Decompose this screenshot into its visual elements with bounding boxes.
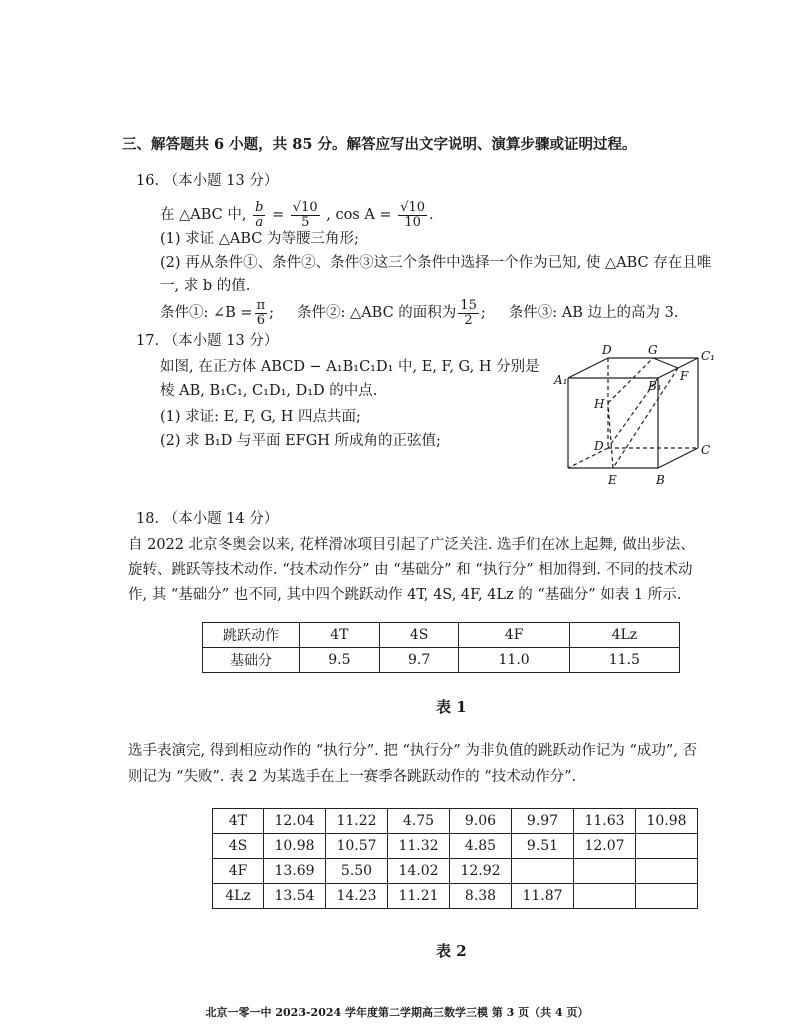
- table-cell: 4F: [459, 623, 569, 648]
- fraction-sqrt10-over-10: $\frac{√10}{10}$: [400, 199, 426, 230]
- condition-1: 条件①: ∠B = $\frac{\pi}{6}$ ;: [160, 297, 274, 328]
- page-footer: 北京一零一中 2023-2024 学年度第二学期高三数学三模 第 3 页（共 4 页）: [205, 1006, 589, 1019]
- table-cell: 4.85: [450, 834, 512, 859]
- table-cell: [512, 859, 574, 884]
- table-cell: 4T: [213, 809, 264, 834]
- condition-2: 条件②: △ABC 的面积为 $\frac{15}{2}$ ;: [297, 297, 486, 328]
- q16-line1-prefix: 在 △ABC 中,: [160, 207, 247, 223]
- q17-number: 17.: [136, 333, 160, 349]
- table-1-caption: 表 1: [436, 698, 467, 716]
- table-cell: 9.5: [300, 648, 380, 673]
- table-cell: 11.32: [388, 834, 450, 859]
- table-cell: 跳跃动作: [203, 623, 300, 648]
- table-cell: 11.21: [388, 884, 450, 909]
- label-c1: C₁: [701, 349, 715, 363]
- q18-para1-line3: 作, 其 “基础分” 也不同, 其中四个跳跃动作 4T, 4S, 4F, 4Lz 的 “基础分” 如表 1 所示.: [128, 587, 682, 603]
- fraction-sqrt10-over-5: $\frac{√10}{5}$: [292, 199, 318, 230]
- table-cell: 9.51: [512, 834, 574, 859]
- label-e: E: [608, 473, 617, 487]
- table-cell: 4T: [300, 623, 380, 648]
- label-a1: A₁: [554, 373, 568, 387]
- label-g: G: [648, 343, 658, 357]
- table-cell: 10.98: [636, 809, 698, 834]
- table-cell: 4S: [213, 834, 264, 859]
- q18-para1-line1: 自 2022 北京冬奥会以来, 花样滑冰项目引起了广泛关注. 选手们在冰上起舞, 做出步法、: [128, 537, 695, 553]
- table-cell: 14.23: [326, 884, 388, 909]
- q17-line2: 棱 AB, B₁C₁, C₁D₁, D₁D 的中点.: [160, 383, 378, 399]
- q16-title: [136, 172, 278, 190]
- table-2: [212, 808, 698, 909]
- q16-part2-line1: (2) 再从条件①、条件②、条件③这三个条件中选择一个作为已知, 使 △ABC 存在且唯: [160, 255, 712, 271]
- q18-para1-line2: 旋转、跳跃等技术动作. “技术动作分” 由 “基础分” 和 “执行分” 相加得到. 不同的技术动: [128, 562, 693, 578]
- table-cell: 12.07: [574, 834, 636, 859]
- condition-3: 条件③: AB 边上的高为 3.: [508, 305, 679, 321]
- fraction-b-over-a: $\frac{b}{a}$: [255, 199, 264, 230]
- table-row: [213, 859, 698, 884]
- q17-points: （本小题 13 分）: [163, 333, 279, 349]
- label-d: D: [594, 439, 604, 453]
- table-cell: 基础分: [203, 648, 300, 673]
- table-cell: 9.7: [379, 648, 459, 673]
- table-cell: [636, 884, 698, 909]
- q18-points: （本小题 14 分）: [163, 511, 279, 527]
- table-cell: 4F: [213, 859, 264, 884]
- table-cell: [574, 859, 636, 884]
- table-cell: 4.75: [388, 809, 450, 834]
- table-cell: 14.02: [388, 859, 450, 884]
- q16-condition-line: [160, 198, 434, 232]
- table-cell: 4Lz: [213, 884, 264, 909]
- cos-label: , cos A =: [326, 207, 392, 223]
- q16-part1: (1) 求证 △ABC 为等腰三角形;: [160, 231, 359, 247]
- q17-title: [136, 332, 278, 350]
- table-cell: 11.63: [574, 809, 636, 834]
- q16-conditions: [160, 296, 678, 330]
- table-cell: 12.92: [450, 859, 512, 884]
- table-cell: 9.97: [512, 809, 574, 834]
- q16-number: 16.: [136, 173, 160, 189]
- table-cell: 10.57: [326, 834, 388, 859]
- q17-part1: (1) 求证: E, F, G, H 四点共面;: [160, 409, 361, 425]
- table-cell: 13.69: [264, 859, 326, 884]
- table-cell: 11.22: [326, 809, 388, 834]
- label-h: H: [594, 397, 605, 411]
- table-1: [202, 622, 680, 673]
- label-b: B: [656, 473, 665, 487]
- cube-figure: [550, 340, 720, 490]
- table-cell: 10.98: [264, 834, 326, 859]
- q16-part2-line2: 一, 求 b 的值.: [160, 278, 251, 294]
- table-cell: [574, 884, 636, 909]
- table-cell: 4Lz: [569, 623, 679, 648]
- table-cell: 12.04: [264, 809, 326, 834]
- q18-para2-line2: 则记为 “失败”. 表 2 为某选手在上一赛季各跳跃动作的 “技术动作分”.: [128, 769, 577, 785]
- q18-para2-line1: 选手表演完, 得到相应动作的 “执行分”. 把 “执行分” 为非负值的跳跃动作记为 “成功”, 否: [128, 743, 698, 759]
- label-c: C: [701, 443, 711, 457]
- table-cell: 5.50: [326, 859, 388, 884]
- table-row: [213, 809, 698, 834]
- table-cell: 11.5: [569, 648, 679, 673]
- label-d1: D: [602, 343, 612, 357]
- table-2-caption: 表 2: [436, 942, 467, 960]
- table-cell: 11.0: [459, 648, 569, 673]
- table-cell: 9.06: [450, 809, 512, 834]
- label-f: F: [680, 369, 689, 383]
- q18-number: 18.: [136, 511, 160, 527]
- table-cell: 11.87: [512, 884, 574, 909]
- table-cell: [636, 834, 698, 859]
- q18-title: [136, 510, 278, 528]
- table-row: [203, 648, 680, 673]
- label-b1: B₁: [648, 379, 662, 393]
- table-cell: 8.38: [450, 884, 512, 909]
- section-header: 三、解答题共 6 小题，共 85 分。解答应写出文字说明、演算步骤或证明过程。: [122, 136, 637, 153]
- table-row: [213, 884, 698, 909]
- table-cell: 13.54: [264, 884, 326, 909]
- equals-sign: =: [272, 207, 285, 223]
- table-cell: 4S: [379, 623, 459, 648]
- period: .: [429, 207, 434, 223]
- table-row: [203, 623, 680, 648]
- table-row: [213, 834, 698, 859]
- q17-part2: (2) 求 B₁D 与平面 EFGH 所成角的正弦值;: [160, 433, 441, 449]
- q16-points: （本小题 13 分）: [163, 173, 279, 189]
- table-cell: [636, 859, 698, 884]
- q17-line1: 如图, 在正方体 ABCD − A₁B₁C₁D₁ 中, E, F, G, H 分别是: [160, 359, 540, 375]
